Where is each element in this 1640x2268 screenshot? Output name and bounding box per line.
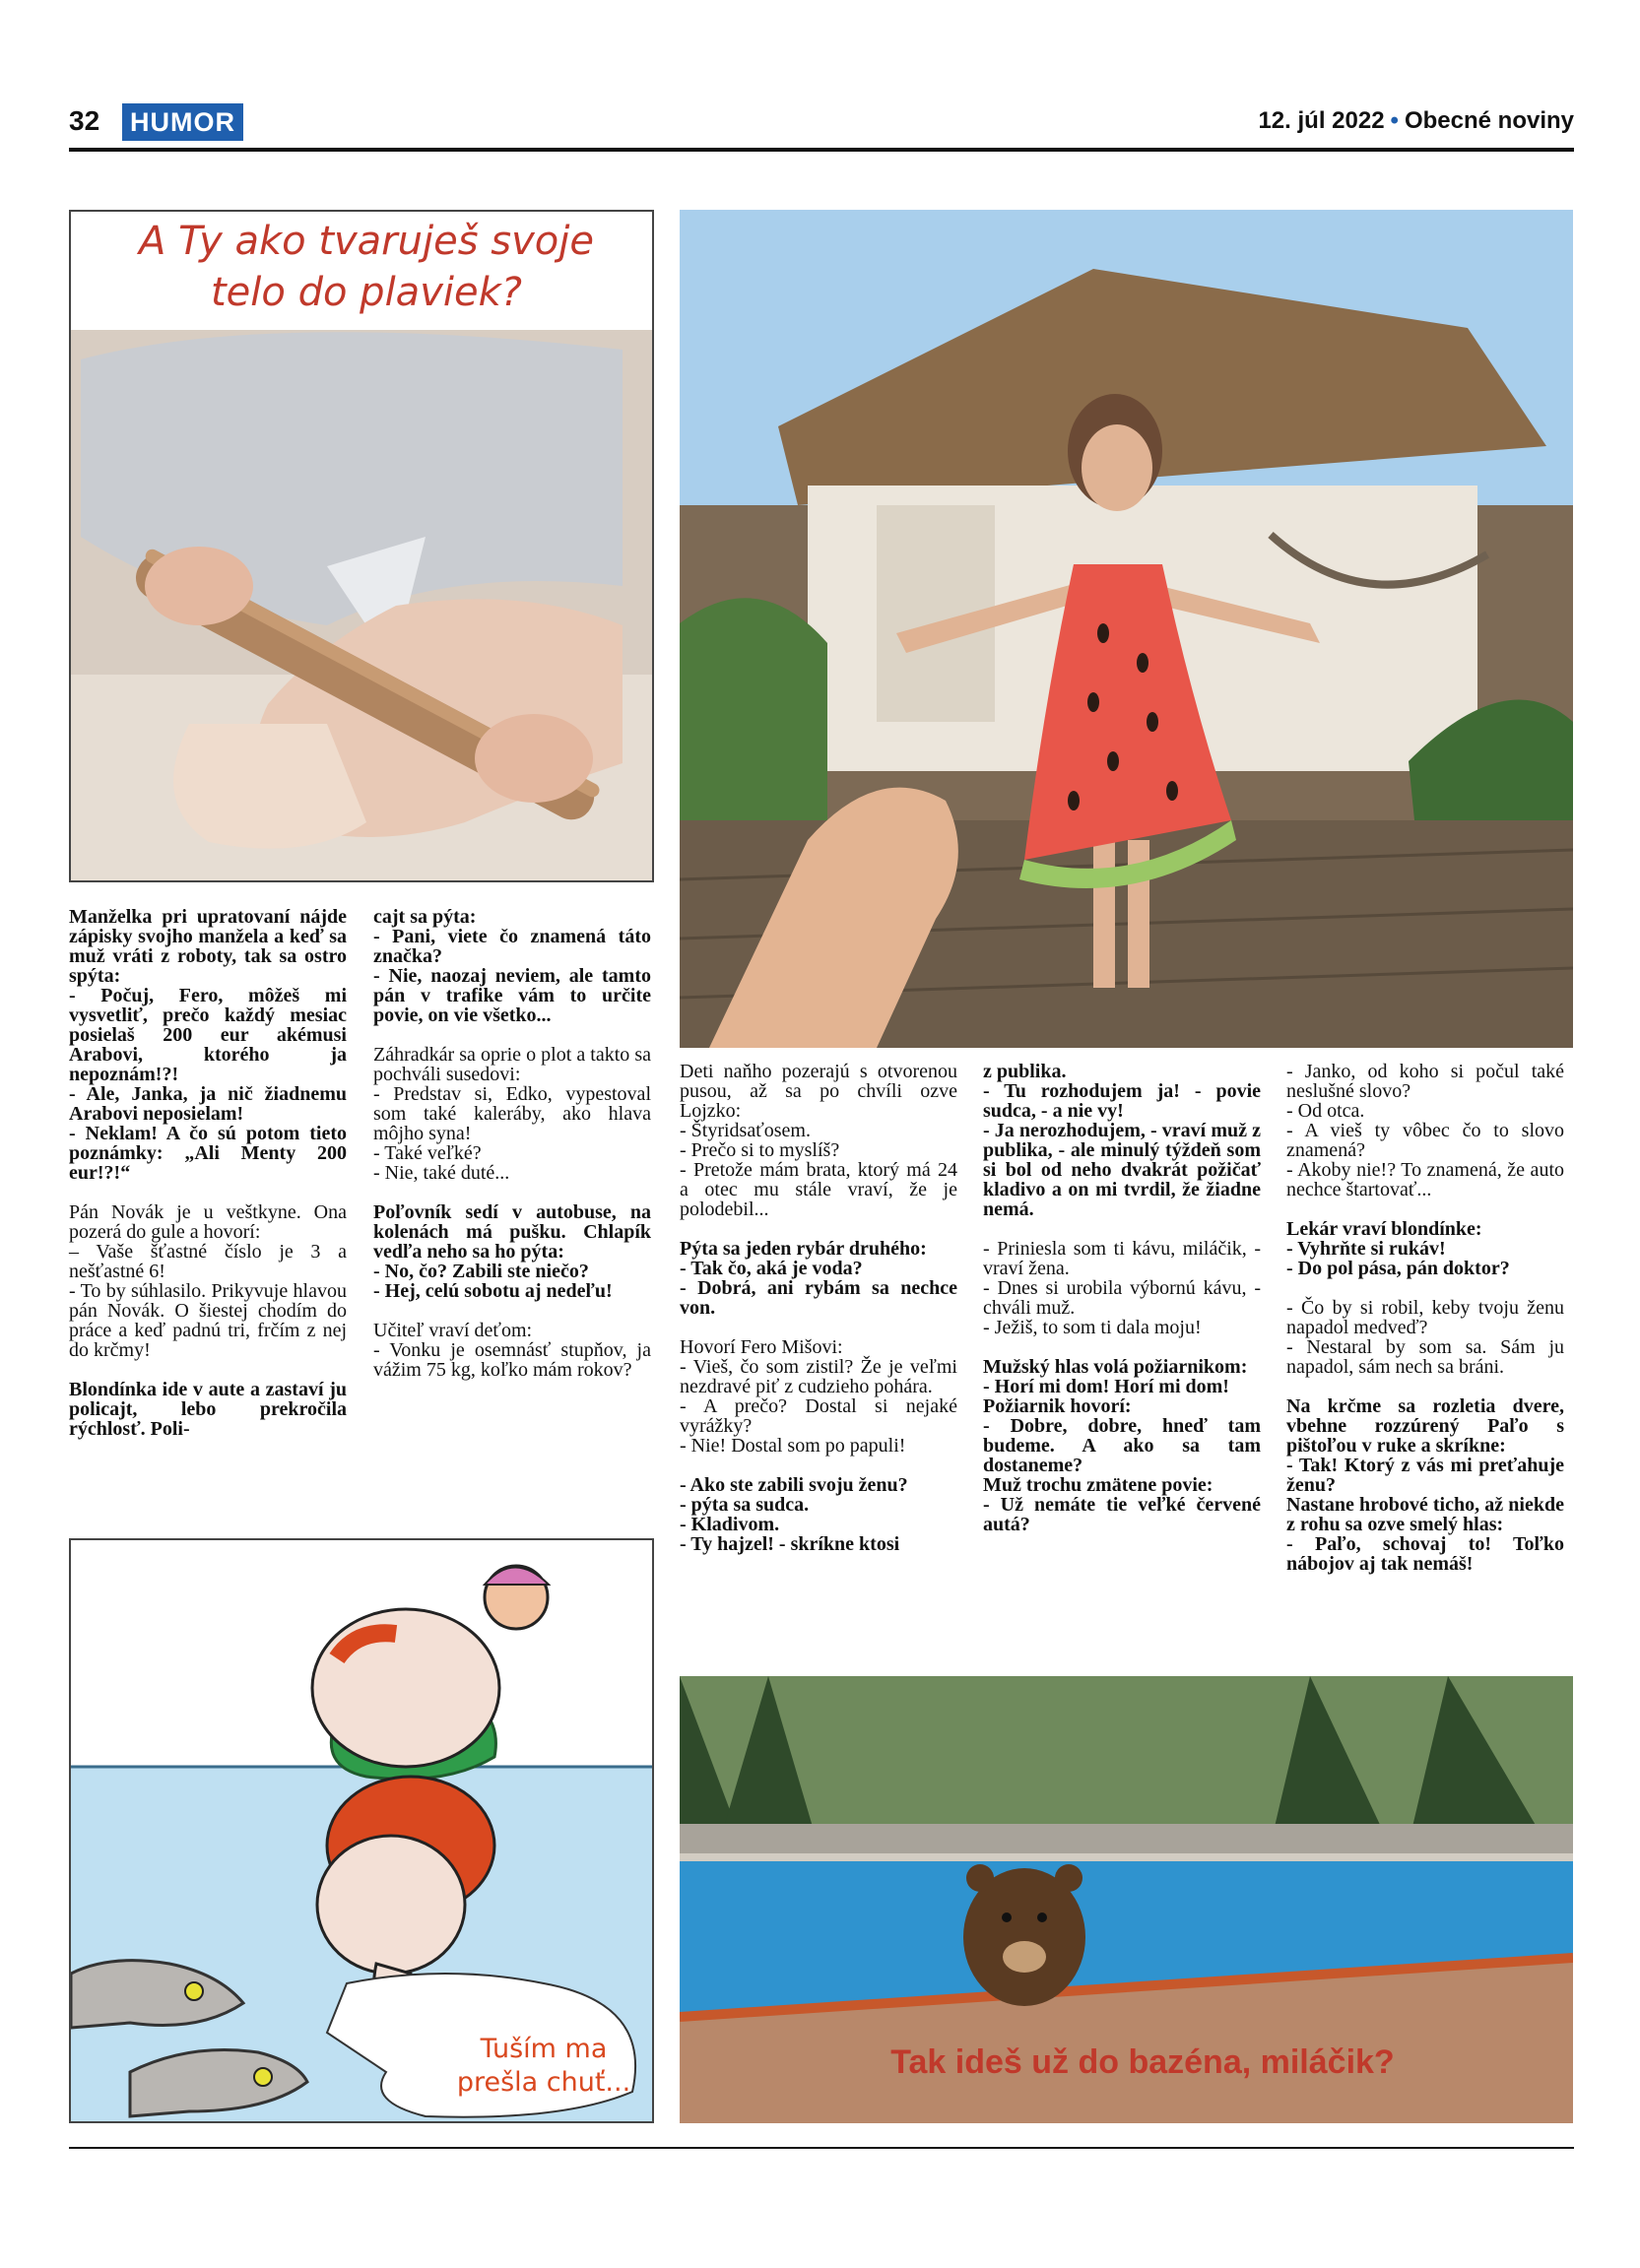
cartoon-caption-line: prešla chuť... [456, 2067, 631, 2098]
joke-paragraph: - Hej, celú sobotu aj nedeľu! [373, 1280, 613, 1302]
joke-paragraph: - A prečo? Dostal si nejaké vyrážky? [680, 1395, 957, 1437]
rolling-pin-caption: A Ty ako tvaruješ svoje telo do plaviek? [139, 219, 594, 315]
joke-paragraph: - Kladivom. [680, 1514, 780, 1535]
joke-paragraph: z publika. [983, 1061, 1067, 1082]
publication-name: Obecné noviny [1404, 107, 1574, 134]
joke-paragraph: Hovorí Fero Mišovi: [680, 1336, 843, 1358]
joke-paragraph: - Do pol pása, pán doktor? [1286, 1258, 1510, 1279]
joke-paragraph: Záhradkár sa oprie o plot a takto sa pochváli susedovi: [373, 1044, 651, 1085]
joke-paragraph: - Vieš, čo som zistil? Že je veľmi nezdravé piť z cudzieho pohára. [680, 1356, 957, 1397]
joke-paragraph: - Ako ste zabili svoju ženu? [680, 1474, 908, 1496]
joke-paragraph: - Akoby nie!? To znamená, že auto nechce štartovať... [1286, 1159, 1564, 1200]
cartoon-caption-line: Tuším ma [480, 2034, 608, 2064]
joke-paragraph: - Tak čo, aká je voda? [680, 1258, 863, 1279]
text-column-2 [373, 907, 651, 1380]
section-tag: HUMOR [122, 103, 243, 141]
joke-paragraph: - Neklam! A čo sú potom tieto poznámky: „Ali Menty 200 eur!?!“ [69, 1123, 347, 1184]
joke-paragraph: - No, čo? Zabili ste niečo? [373, 1261, 589, 1282]
joke-paragraph: Blondínka ide v aute a zastaví ju policajt, lebo prekročila rýchlosť. Poli- [69, 1379, 347, 1440]
watermelon-dress-photo [680, 210, 1573, 1048]
text-column-1 [69, 907, 347, 1439]
joke-paragraph: - Počuj, Fero, môžeš mi vysvetliť, prečo každý mesiac posielaš 200 eur akémusi Arabovi, ktorého ja nepoznám!?! [69, 985, 347, 1085]
joke-paragraph: - Janko, od koho si počul také neslušné slovo? [1286, 1061, 1564, 1102]
joke-paragraph: cajt sa pýta: [373, 906, 477, 928]
text-column-3 [680, 1062, 957, 1554]
joke-paragraph: - Prečo si to myslíš? [680, 1139, 840, 1161]
joke-paragraph: Muž trochu zmätene povie: [983, 1474, 1214, 1496]
joke-paragraph: - Ježiš, to som ti dala moju! [983, 1317, 1202, 1338]
joke-paragraph: - Horí mi dom! Horí mi dom! [983, 1376, 1229, 1397]
joke-paragraph: - Ale, Janka, ja nič žiadnemu Arabovi neposielam! [69, 1083, 347, 1125]
watermelon-illustration [680, 210, 1573, 1048]
bear-pool-caption: Tak ideš už do bazéna, miláčik? [890, 2043, 1395, 2081]
joke-paragraph: - Priniesla som ti kávu, miláčik, - vraví žena. [983, 1238, 1261, 1279]
joke-paragraph: Lekár vraví blondínke: [1286, 1218, 1482, 1240]
joke-paragraph: Pán Novák je u veštkyne. Ona pozerá do gule a hovorí: [69, 1201, 347, 1243]
joke-paragraph: - Pretože mám brata, ktorý má 24 a otec mu stále vraví, že je polodebil... [680, 1159, 957, 1220]
joke-paragraph: - Paľo, schovaj to! Toľko nábojov aj tak nemáš! [1286, 1533, 1564, 1575]
joke-paragraph: Manželka pri upratovaní nájde zápisky svojho manžela a keď sa muž vráti z roboty, tak sa ostro spýta: [69, 906, 347, 987]
joke-paragraph: - Nestaral by som sa. Sám ju napadol, sám nech sa bráni. [1286, 1336, 1564, 1378]
joke-paragraph: - Štyridsaťosem. [680, 1120, 811, 1141]
joke-paragraph: - Predstav si, Edko, vypestoval som také kaleráby, ako hlava môjho syna! [373, 1083, 651, 1144]
page-number: 32 [69, 105, 100, 136]
joke-paragraph: - Nie, naozaj neviem, ale tamto pán v trafike vám to určite povie, on vie všetko... [373, 965, 651, 1026]
joke-paragraph: - Nie! Dostal som po papuli! [680, 1435, 906, 1457]
issue-date: 12. júl 2022 [1258, 107, 1385, 134]
joke-paragraph: Učiteľ vraví deťom: [373, 1320, 533, 1341]
joke-paragraph: - Dobrá, ani rybám sa nechce von. [680, 1277, 957, 1319]
joke-paragraph: Mužský hlas volá požiarnikom: [983, 1356, 1248, 1378]
joke-paragraph: Deti naňho pozerajú s otvorenou pusou, až sa po chvíli ozve Lojzko: [680, 1061, 957, 1122]
cartoon-image [69, 1538, 654, 2123]
joke-paragraph: - Nie, také duté... [373, 1162, 510, 1184]
joke-paragraph: - Tu rozhodujem ja! - povie sudca, - a nie vy! [983, 1080, 1261, 1122]
joke-paragraph: - Dobre, dobre, hneď tam budeme. A ako sa tam dostaneme? [983, 1415, 1261, 1476]
joke-paragraph: - Ja nerozhodujem, - vraví muž z publika, - ale minulý týždeň som si bol od neho dvakrát požičať kladivo a on mi tvrdil, že žiadne nemá. [983, 1120, 1261, 1220]
text-column-4 [983, 1062, 1261, 1534]
joke-paragraph: - A vieš ty vôbec čo to slovo znamená? [1286, 1120, 1564, 1161]
joke-paragraph: - Dnes si urobila výbornú kávu, - chváli muž. [983, 1277, 1261, 1319]
joke-paragraph: - Vonku je osemnásť stupňov, ja vážim 75 kg, koľko mám rokov? [373, 1339, 651, 1381]
bear-pool-photo [680, 1676, 1573, 2123]
joke-paragraph: - Vyhrňte si rukáv! [1286, 1238, 1446, 1260]
header-bullet: • [1390, 107, 1399, 134]
joke-paragraph: - Ty hajzel! - skríkne ktosi [680, 1533, 900, 1555]
joke-paragraph: Na krčme sa rozletia dvere, vbehne rozzúrený Paľo s pištoľou v ruke a skríkne: [1286, 1395, 1564, 1457]
issue-info [1258, 107, 1574, 135]
joke-paragraph: Pýta sa jeden rybár druhého: [680, 1238, 927, 1260]
rolling-pin-image [69, 210, 654, 882]
joke-paragraph: - Tak! Ktorý z vás mi preťahuje ženu? [1286, 1455, 1564, 1496]
joke-paragraph: - pýta sa sudca. [680, 1494, 810, 1516]
text-column-5 [1286, 1062, 1564, 1574]
joke-paragraph: Nastane hrobové ticho, až niekde z rohu sa ozve smelý hlas: [1286, 1494, 1564, 1535]
header-rule [69, 148, 1574, 152]
joke-paragraph: – Vaše šťastné číslo je 3 a nešťastné 6! [69, 1241, 347, 1282]
joke-paragraph: Požiarnik hovorí: [983, 1395, 1132, 1417]
joke-paragraph: - Už nemáte tie veľké červené autá? [983, 1494, 1261, 1535]
footer-rule [69, 2147, 1574, 2149]
cartoon-caption [445, 2033, 642, 2100]
joke-paragraph: - Pani, viete čo znamená táto značka? [373, 926, 651, 967]
joke-paragraph: - Čo by si robil, keby tvoju ženu napadol medveď? [1286, 1297, 1564, 1338]
joke-paragraph: - Od otca. [1286, 1100, 1365, 1122]
page-header [69, 101, 1574, 147]
joke-paragraph: - Také veľké? [373, 1142, 482, 1164]
joke-paragraph: - To by súhlasilo. Prikyvuje hlavou pán Novák. O šiestej chodím do práce a keď padnú tri, frčím z nej do krčmy! [69, 1280, 347, 1361]
joke-paragraph: Poľovník sedí v autobuse, na kolenách má pušku. Chlapík vedľa neho sa ho pýta: [373, 1201, 651, 1263]
